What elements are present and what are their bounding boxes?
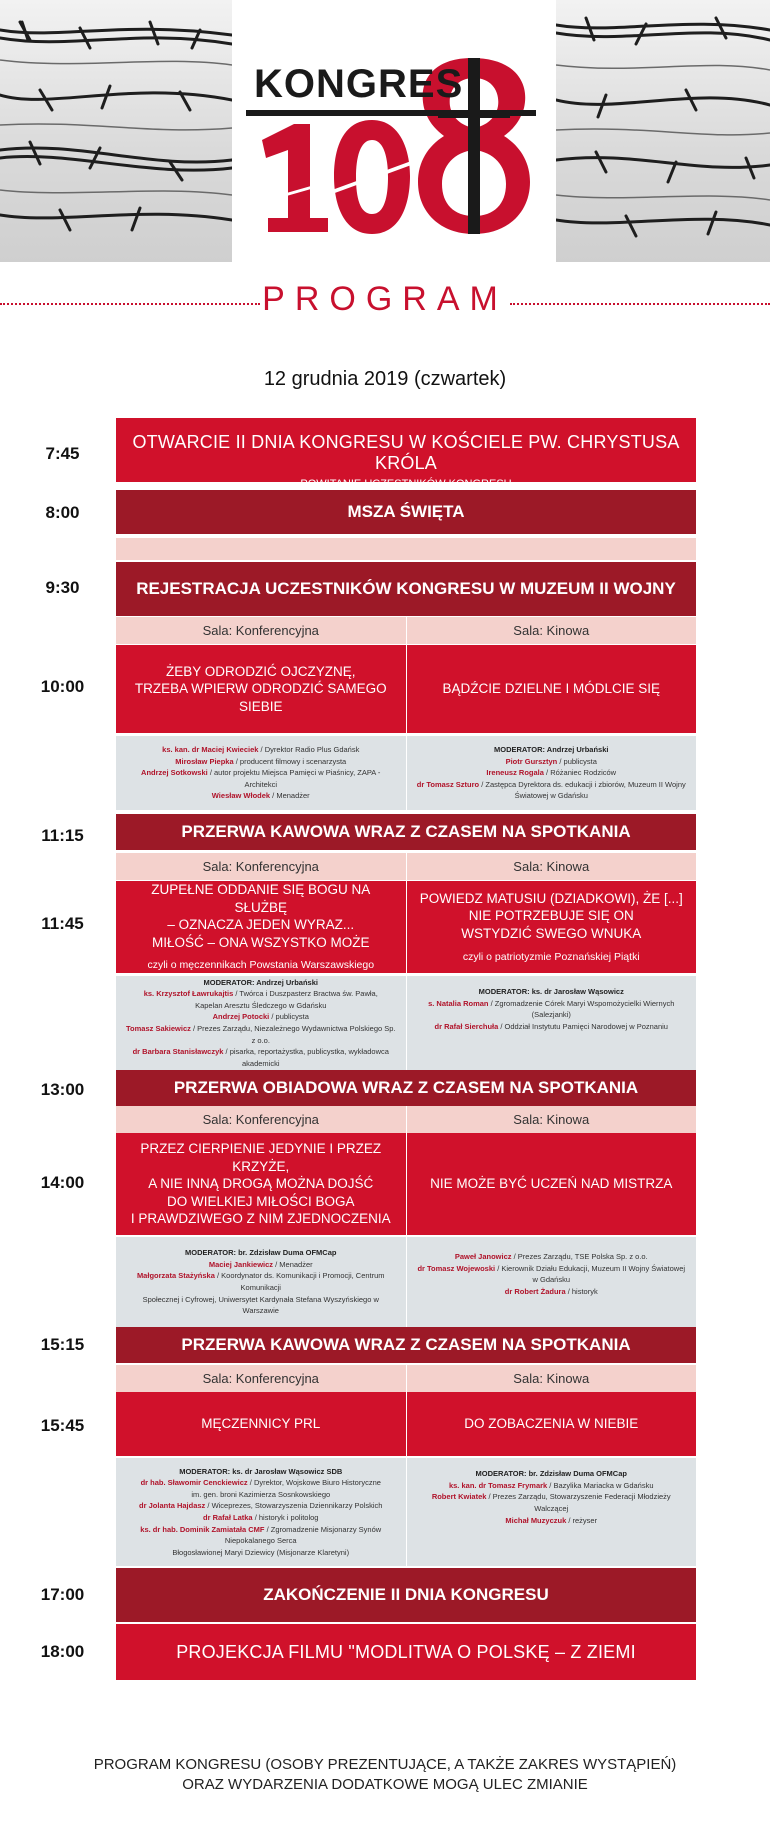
session-left-line: – OZNACZA JEDEN WYRAZ... <box>167 917 355 933</box>
moderator-line: MODERATOR: br. Zdzisław Duma OFMCap <box>185 1248 337 1258</box>
spacer-band <box>116 538 696 560</box>
speaker-line: Piotr Gursztyn / publicysta <box>505 756 597 766</box>
speakers-left <box>116 736 407 810</box>
time-label: 11:45 <box>41 914 84 933</box>
speaker-line: Mirosław Piepka / producent filmowy i scenarzysta <box>175 756 347 766</box>
event-date: 12 grudnia 2019 (czwartek) <box>263 368 507 390</box>
footer-line: PROGRAM KONGRESU (OSOBY PREZENTUJĄCE, A TAKŻE ZAKRES WYSTĄPIEŃ) <box>93 1756 677 1773</box>
moderator-line: MODERATOR: Andrzej Urbański <box>203 977 318 987</box>
session-coffee-break-1 <box>116 814 696 850</box>
logo-kongres-text: KONGRES <box>254 62 464 106</box>
barbed-wire-image-right <box>556 0 770 262</box>
session-subtitle: POWITANIE UCZESTNIKÓW KONGRESU <box>300 478 512 490</box>
session-title: PRZERWA KAWOWA WRAZ Z CZASEM NA SPOTKANIA <box>181 822 631 841</box>
time-label: 18:00 <box>40 1642 85 1661</box>
speaker-line: Andrzej Potocki / publicysta <box>212 1012 309 1022</box>
session-right-note: czyli o patriotyzmie Poznańskiej Piątki <box>462 950 640 963</box>
session-left-line: TRZEBA WPIERW ODRODZIĆ SAMEGO SIEBIE <box>134 681 387 714</box>
speaker-line: Maciej Jankiewicz / Menadżer <box>208 1259 313 1269</box>
session-right-line: DO ZOBACZENIA W NIEBIE <box>464 1416 639 1432</box>
session-coffee-break-2 <box>116 1327 696 1363</box>
session-left-line: PRZEZ CIERPIENIE JEDYNIE I PRZEZ KRZYŻE, <box>140 1141 382 1174</box>
time-label: 7:45 <box>45 444 80 463</box>
speakers-1545 <box>116 1458 696 1566</box>
session-title: PROJEKCJA FILMU "MODLITWA O POLSKĘ – Z ZIEMI PODLASKIEJ" <box>176 1642 636 1720</box>
session-film-screening <box>116 1624 696 1720</box>
speaker-line: dr hab. Sławomir Cenckiewicz / Dyrektor, Wojskowe Biuro Historyczne <box>140 1478 381 1488</box>
time-label: 10:00 <box>40 677 85 696</box>
session-right <box>407 881 697 973</box>
room-left-label: Sala: Konferencyjna <box>116 1365 407 1392</box>
speaker-line: dr Rafał Latka / historyk i politolog <box>203 1513 319 1522</box>
session-right <box>407 1133 697 1235</box>
speaker-line: dr Tomasz Wojewoski / Kierownik Działu Edukacji, Muzeum II Wojny Światowej w Gdańsku <box>417 1263 686 1285</box>
speakers-left <box>116 1458 407 1566</box>
time-label: 15:15 <box>40 1335 85 1354</box>
session-registration <box>116 562 696 616</box>
speaker-line: Paweł Janowicz / Prezes Zarządu, TSE Polska Sp. z o.o. <box>454 1252 648 1261</box>
kongres-108-logo <box>232 0 556 262</box>
speakers-left <box>116 976 407 1070</box>
speakers-1000 <box>116 736 696 810</box>
room-header-row <box>116 1106 696 1133</box>
speaker-line: ks. dr hab. Dominik Zamiatała CMF / Zgromadzenie Misjonarzy Synów Niepokalanego Serca <box>140 1524 382 1546</box>
session-left-line: MĘCZENNICY PRL <box>201 1416 321 1432</box>
session-left-line: I PRAWDZIWEGO Z NIM ZJEDNOCZENIA <box>130 1211 391 1227</box>
speaker-line: ks. kan. dr Tomasz Frymark / Bazylika Mariacka w Gdańsku <box>448 1480 654 1490</box>
dotted-divider-left <box>0 303 260 305</box>
speaker-line: im. gen. broni Kazimierza Sosnkowskiego <box>191 1489 331 1499</box>
speakers-left <box>116 1237 407 1327</box>
session-right <box>407 1392 697 1456</box>
session-title: PRZERWA KAWOWA WRAZ Z CZASEM NA SPOTKANIA <box>181 1335 631 1354</box>
speaker-line: dr Rafał Sierchuła / Oddział Instytutu Pamięci Narodowej w Poznaniu <box>434 1021 668 1031</box>
session-title: MSZA ŚWIĘTA <box>347 502 465 521</box>
session-left <box>116 1392 407 1456</box>
session-title: OTWARCIE II DNIA KONGRESU W KOŚCIELE PW. CHRYSTUSA KRÓLA <box>132 432 680 473</box>
dotted-divider-right <box>510 303 770 305</box>
moderator-line: MODERATOR: ks. dr Jarosław Wąsowicz <box>478 987 624 996</box>
session-right-line: BĄDŹCIE DZIELNE I MÓDLCIE SIĘ <box>442 681 661 697</box>
session-lunch-break <box>116 1070 696 1106</box>
footer-line: ORAZ WYDARZENIA DODATKOWE MOGĄ ULEC ZMIANIE <box>182 1775 588 1793</box>
speaker-line: Robert Kwiatek / Prezes Zarządu, Stowarzyszenie Federacji Młodzieży Walczącej <box>431 1492 671 1513</box>
speakers-1400 <box>116 1237 696 1327</box>
session-left <box>116 645 407 733</box>
time-label: 8:00 <box>45 503 80 522</box>
session-left-line: DO WIELKIEJ MIŁOŚCI BOGA <box>166 1193 355 1209</box>
barbed-wire-image-left <box>0 0 232 262</box>
session-right <box>407 645 697 733</box>
session-title: PRZERWA OBIADOWA WRAZ Z CZASEM NA SPOTKANIA <box>173 1078 639 1097</box>
session-right-line: NIE POTRZEBUJE SIĘ ON <box>468 908 634 924</box>
speaker-line: Tomasz Sakiewicz / Prezes Zarządu, Niezależnego Wydawnictwa Polskiego Sp. z o.o. <box>126 1024 396 1045</box>
session-left-line: ZUPEŁNE ODDANIE SIĘ BOGU NA SŁUŻBĘ <box>151 882 371 915</box>
speaker-line: ks. kan. dr Maciej Kwieciek / Dyrektor Radio Plus Gdańsk <box>162 744 360 754</box>
speakers-right <box>407 976 697 1070</box>
time-label: 11:15 <box>41 826 84 845</box>
moderator-line: MODERATOR: ks. dr Jarosław Wąsowicz SDB <box>179 1466 343 1476</box>
room-right-label: Sala: Kinowa <box>513 859 590 874</box>
room-right-label: Sala: Kinowa <box>513 1371 590 1386</box>
footer-notice <box>0 1755 770 1794</box>
speaker-line: Wiesław Włodek / Menadżer <box>211 791 310 801</box>
session-closing <box>116 1568 696 1622</box>
session-1545 <box>116 1392 696 1456</box>
room-right-label: Sala: Kinowa <box>513 1112 590 1127</box>
header-banner <box>0 0 770 262</box>
session-title: REJESTRACJA UCZESTNIKÓW KONGRESU W MUZEUM II WOJNY <box>136 579 676 598</box>
room-left-label: Sala: Konferencyjna <box>116 617 407 644</box>
speaker-line: Małgorzata Stażyńska / Koordynator ds. Komunikacji i Promocji, Centrum Komunikacji <box>136 1271 385 1292</box>
session-right-line: NIE MOŻE BYĆ UCZEŃ NAD MISTRZA <box>430 1176 673 1192</box>
speakers-1145 <box>116 976 696 1070</box>
session-opening <box>116 418 696 490</box>
speaker-line: ks. Krzysztof Ławrukajtis / Twórca i Duszpasterz Bractwa św. Pawła, <box>143 989 378 999</box>
speakers-right <box>407 736 697 810</box>
time-label: 13:00 <box>40 1080 85 1099</box>
speakers-right <box>407 1237 697 1327</box>
room-right-label: Sala: Kinowa <box>513 623 590 638</box>
room-header-row <box>116 1365 696 1392</box>
session-1400 <box>116 1133 696 1235</box>
session-mass <box>116 490 696 534</box>
session-1145 <box>116 881 696 973</box>
session-right-line: POWIEDZ MATUSIU (DZIADKOWI), ŻE [...] <box>419 890 683 906</box>
time-label: 9:30 <box>45 578 80 597</box>
program-title: PROGRAM <box>262 280 508 318</box>
room-left-label: Sala: Konferencyjna <box>116 853 407 880</box>
speaker-line: Ireneusz Rogala / Różaniec Rodziców <box>486 768 617 778</box>
session-left-line: A NIE INNĄ DROGĄ MOŻNA DOJŚĆ <box>148 1176 374 1192</box>
speaker-line: Kapelan Aresztu Śledczego w Gdańsku <box>195 1000 327 1010</box>
speaker-line: Andrzej Sotkowski / autor projektu Miejsca Pamięci w Piaśnicy, ZAPA - Architekci <box>141 768 381 789</box>
session-left-note: czyli o męczennikach Powstania Warszawskiego <box>147 959 375 972</box>
room-header-row <box>116 617 696 644</box>
time-label: 14:00 <box>40 1173 85 1192</box>
time-label: 15:45 <box>40 1416 85 1435</box>
speaker-line: dr Jolanta Hajdasz / Wiceprezes, Stowarzyszenia Dziennikarzy Polskich <box>139 1501 383 1511</box>
session-1000 <box>116 645 696 733</box>
moderator-line: MODERATOR: Andrzej Urbański <box>494 744 609 754</box>
time-label: 17:00 <box>40 1585 85 1604</box>
room-header-row <box>116 853 696 880</box>
session-left <box>116 881 407 973</box>
speaker-line: dr Tomasz Szturo / Zastępca Dyrektora ds. edukacji i zbiorów, Muzeum II Wojny Światowej w Gdańsku <box>416 779 686 801</box>
speaker-line: dr Barbara Stanisławczyk / pisarka, reportażystka, publicystka, wykładowca akademicki <box>132 1047 389 1068</box>
session-left-line: MIŁOŚĆ – ONA WSZYSTKO MOŻE <box>151 934 370 950</box>
speakers-right <box>407 1458 697 1566</box>
speaker-line: Społecznej i Cyfrowej, Uniwersytet Kardynała Stefana Wyszyńskiego w Warszawie <box>142 1294 379 1316</box>
speaker-line: s. Natalia Roman / Zgromadzenie Córek Maryi Wspomożycielki Wiernych (Salezjanki) <box>428 998 675 1020</box>
session-left-line: ŻEBY ODRODZIĆ OJCZYZNĘ, <box>165 663 356 679</box>
speaker-line: Błogosławionej Maryi Dziewicy (Misjonarze Klaretyni) <box>172 1547 350 1557</box>
speaker-line: dr Robert Żadura / historyk <box>504 1286 598 1296</box>
session-right-line: WSTYDZIĆ SWEGO WNUKA <box>461 925 642 941</box>
session-left <box>116 1133 407 1235</box>
moderator-line: MODERATOR: br. Zdzisław Duma OFMCap <box>475 1469 627 1478</box>
speaker-line: Michał Muzyczuk / reżyser <box>505 1515 598 1525</box>
room-left-label: Sala: Konferencyjna <box>116 1106 407 1133</box>
session-title: ZAKOŃCZENIE II DNIA KONGRESU <box>263 1585 549 1604</box>
